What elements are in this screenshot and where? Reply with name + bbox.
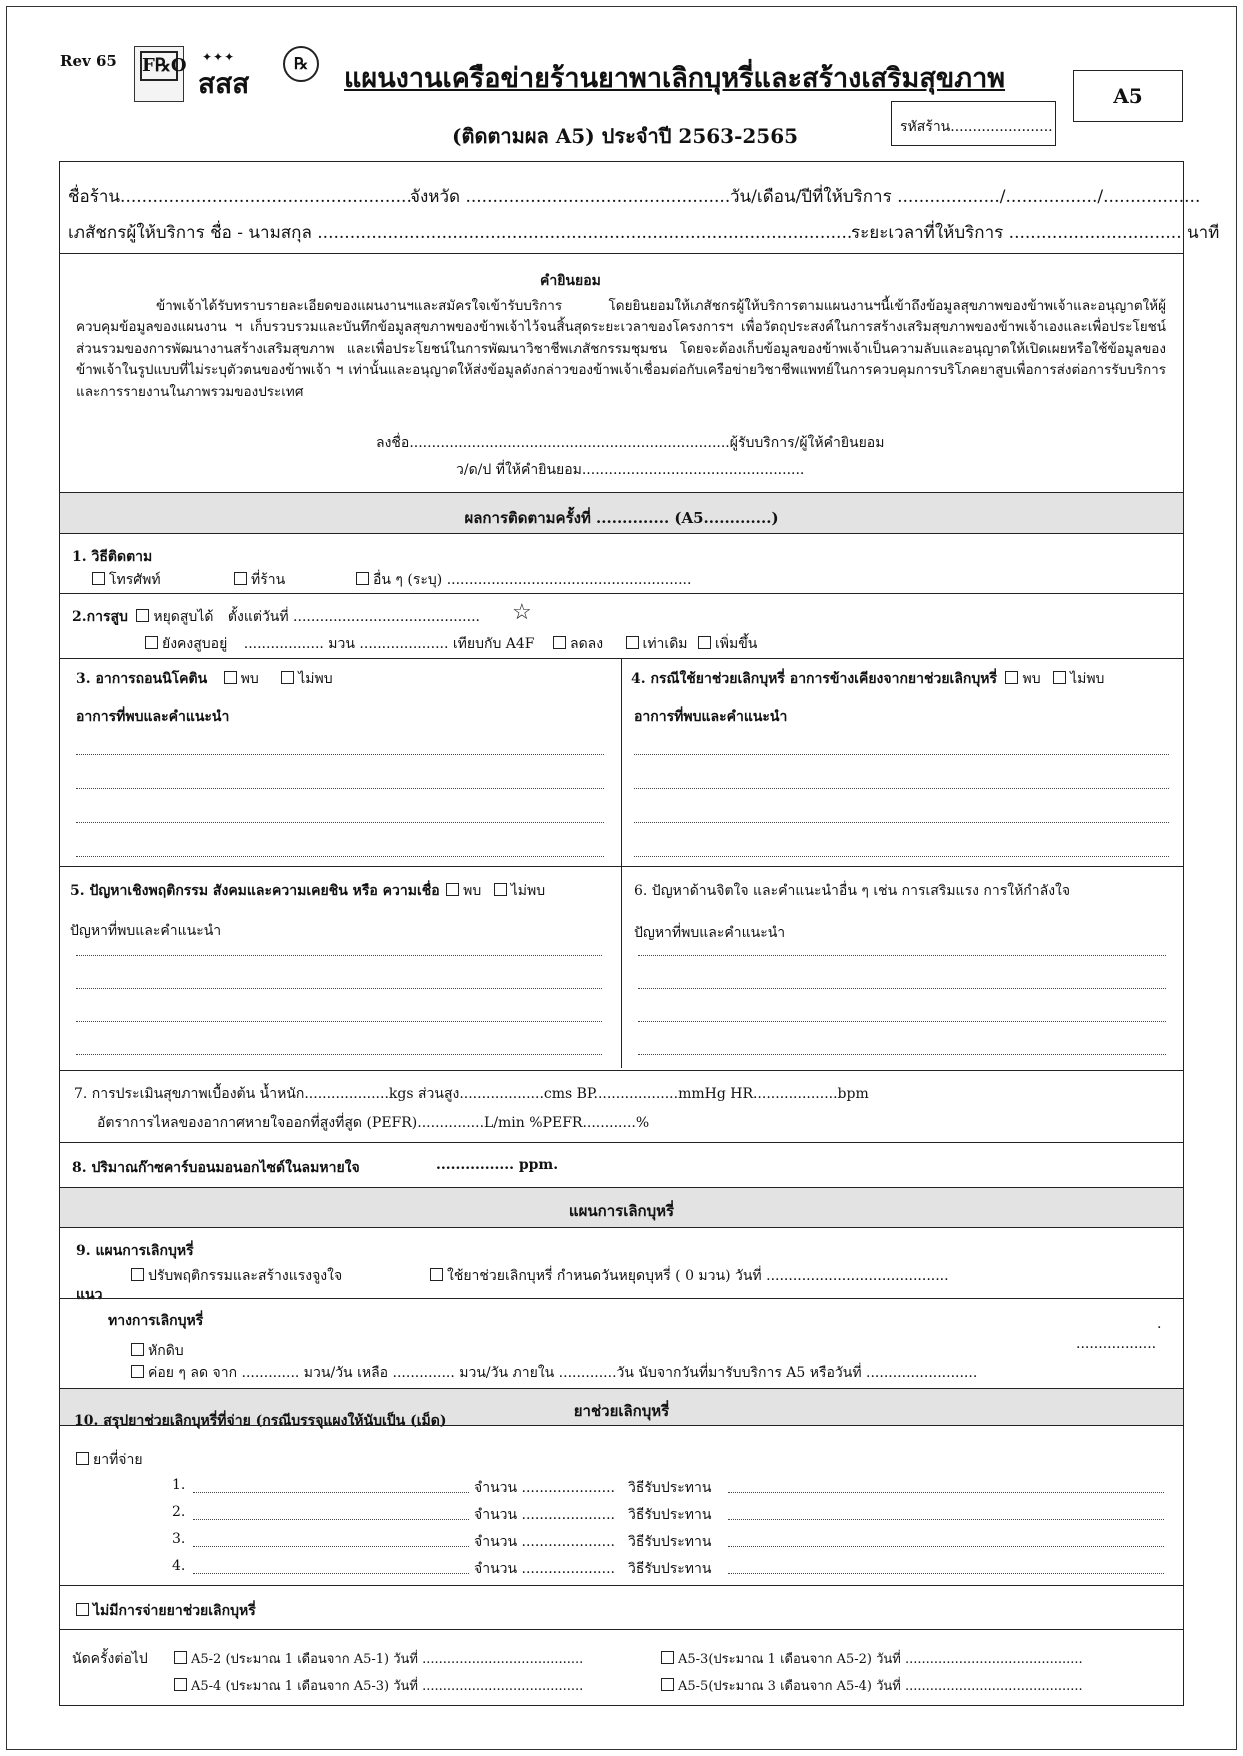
- s6-title: 6. ปัญหาด้านจิตใจ และคำแนะนำอื่น ๆ เช่น การเสริมแรง การให้กำลังใจ: [634, 883, 1071, 899]
- checkbox[interactable]: [446, 883, 459, 896]
- s1-option-phone-label: โทรศัพท์: [109, 572, 161, 588]
- s9-cold-turkey[interactable]: [131, 1340, 184, 1362]
- appointment-label: นัดครั้งต่อไป: [72, 1651, 148, 1667]
- star-icon: ☆: [512, 600, 532, 625]
- checkbox[interactable]: [661, 1678, 674, 1691]
- s3-answer-line[interactable]: [76, 856, 604, 857]
- s4-answer-line[interactable]: [634, 788, 1169, 789]
- s10-drug-name-field[interactable]: [193, 1573, 469, 1574]
- appointment-a5-2[interactable]: [174, 1648, 583, 1669]
- s10-qty-field[interactable]: จำนวน .....................: [474, 1561, 615, 1577]
- s7-pefr-fields[interactable]: อัตราการไหลของอากาศหายใจออกที่สูงที่สูด (PEFR)...............L/min %PEFR............%: [97, 1115, 650, 1131]
- s3-title: 3. อาการถอนนิโคติน: [76, 671, 208, 687]
- divider: [59, 1070, 1184, 1071]
- s5-answer-line[interactable]: [76, 955, 602, 956]
- s6-answer-line[interactable]: [638, 1021, 1166, 1022]
- appointment-a5-4-label: A5-4 (ประมาณ 1 เดือนจาก A5-3) วันที่ .......................................: [191, 1679, 584, 1694]
- appointment-a5-2-label: A5-2 (ประมาณ 1 เดือนจาก A5-1) วันที่ .......................................: [191, 1652, 584, 1667]
- thai-health-logo: [198, 46, 264, 102]
- s10-qty-field[interactable]: จำนวน .....................: [474, 1534, 615, 1550]
- s10-none-label: ไม่มีการจ่ายยาช่วยเลิกบุหรี่: [93, 1603, 256, 1619]
- s10-row-number: 2.: [172, 1504, 186, 1520]
- s10-qty-field[interactable]: จำนวน .....................: [474, 1480, 615, 1496]
- consent-date-field[interactable]: ว/ด/ป ที่ให้คำยินยอม..................................................: [456, 462, 805, 478]
- s2-row2: [145, 633, 757, 655]
- s7-vitals-fields[interactable]: 7. การประเมินสุขภาพเบื้องต้น น้ำหนัก...................kgs ส่วนสูง...................cms BP...................mmHg HR...................bpm: [74, 1086, 869, 1102]
- s10-row-number: 4.: [172, 1558, 186, 1574]
- s5-answer-line[interactable]: [76, 988, 602, 989]
- s4-found-label: พบ: [1022, 671, 1041, 687]
- s10-how-field[interactable]: [728, 1573, 1164, 1574]
- s2-increase-label: เพิ่มขึ้น: [714, 636, 758, 652]
- s10-how-field[interactable]: [728, 1492, 1164, 1493]
- checkbox[interactable]: [626, 636, 639, 649]
- divider: [59, 1585, 1184, 1586]
- s8-co-value-field[interactable]: ................ ppm.: [436, 1157, 559, 1173]
- s2-since-field[interactable]: ตั้งแต่วันที่ ..........................................: [227, 609, 480, 625]
- s1-option-other-label: อื่น ๆ (ระบุ) .......................................................: [373, 572, 692, 588]
- appointment-a5-3[interactable]: [661, 1648, 1083, 1669]
- checkbox[interactable]: [356, 572, 369, 585]
- checkbox[interactable]: [1005, 671, 1018, 684]
- s5-title: 5. ปัญหาเชิงพฤติกรรม สังคมและความเคยชิน หรือ ความเชื่อ: [70, 883, 440, 899]
- s1-option-phone[interactable]: [92, 569, 161, 591]
- s6-answer-line[interactable]: [638, 955, 1166, 956]
- divider: [59, 866, 1184, 867]
- s1-title: 1. วิธีติดตาม: [72, 549, 153, 565]
- checkbox[interactable]: [1053, 671, 1066, 684]
- checkbox[interactable]: [131, 1365, 144, 1378]
- s10-row-number: 1.: [172, 1477, 186, 1493]
- s10-drug-name-field[interactable]: [193, 1519, 469, 1520]
- s2-same-label: เท่าเดิม: [642, 636, 688, 652]
- s10-qty-field[interactable]: จำนวน .....................: [474, 1507, 615, 1523]
- form-title: แผนงานเครือข่ายร้านยาพาเลิกบุหรี่และสร้างเสริมสุขภาพ: [344, 63, 1006, 94]
- s3-not-found-label: ไม่พบ: [298, 671, 333, 687]
- column-divider: [621, 658, 622, 1068]
- pharmacy-council-logo: [276, 46, 326, 102]
- stars-icon: ✦✦✦: [202, 50, 236, 64]
- s5-not-found-label: ไม่พบ: [510, 883, 546, 899]
- s4-answer-line[interactable]: [634, 856, 1169, 857]
- s9-trailing-period: .: [1157, 1316, 1162, 1332]
- s9-option-medication[interactable]: [430, 1265, 949, 1287]
- appointment-a5-4[interactable]: [174, 1675, 583, 1696]
- checkbox[interactable]: [234, 572, 247, 585]
- appointment-a5-3-label: A5-3(ประมาณ 1 เดือนจาก A5-2) วันที่ ...........................................: [678, 1652, 1083, 1667]
- s9-gradual-label: ค่อย ๆ ลด จาก ............. มวน/วัน เหลือ .............. มวน/วัน ภายใน .............วัน นับจากวันที่มารับบริการ A5 หรือวันที่ .........................: [148, 1365, 978, 1381]
- service-date-field[interactable]: วัน/เดือน/ปีที่ให้บริการ .................../................./..................: [730, 187, 1201, 207]
- s3-header: [76, 668, 333, 690]
- pharmacist-name-field[interactable]: เภสัชกรผู้ให้บริการ ชื่อ - นามสกุล ...................................................................................................: [68, 223, 853, 243]
- s10-dispensed-label: ยาที่จ่าย: [93, 1452, 143, 1468]
- checkbox[interactable]: [281, 671, 294, 684]
- s10-none[interactable]: [76, 1600, 256, 1622]
- divider: [59, 1142, 1184, 1143]
- consent-heading: คำยินยอม: [540, 273, 601, 289]
- s10-how-label: วิธีรับประทาน: [628, 1507, 712, 1523]
- s4-subtitle: อาการที่พบและคำแนะนำ: [634, 709, 788, 725]
- s1-option-store-label: ที่ร้าน: [251, 572, 286, 588]
- s2-title: 2.การสูบ: [72, 609, 128, 625]
- s5-answer-line[interactable]: [76, 1021, 602, 1022]
- s3-answer-line[interactable]: [76, 754, 604, 755]
- divider: [59, 1629, 1184, 1630]
- s9-cold-turkey-label: หักดิบ: [148, 1343, 184, 1359]
- plan-header: แผนการเลิกบุหรี่: [568, 1202, 675, 1220]
- revision-label: Rev 65: [60, 52, 117, 70]
- s3-answer-line[interactable]: [76, 822, 604, 823]
- s10-row-number: 3.: [172, 1531, 186, 1547]
- s9-option-behavior-label: ปรับพฤติกรรมและสร้างแรงจูงใจ: [148, 1268, 343, 1284]
- s9-approach-title: ทางการเลิกบุหรี่: [108, 1313, 204, 1329]
- checkbox[interactable]: [131, 1343, 144, 1356]
- s2-amount-field[interactable]: .................. มวน .................... เทียบกับ A4F: [243, 636, 535, 652]
- checkbox[interactable]: [136, 609, 149, 622]
- s4-answer-line[interactable]: [634, 822, 1169, 823]
- checkbox[interactable]: [698, 636, 711, 649]
- province-field[interactable]: จังหวัด .................................................: [410, 187, 731, 207]
- divider: [59, 492, 1184, 493]
- s3-answer-line[interactable]: [76, 788, 604, 789]
- s6-subtitle: ปัญหาที่พบและคำแนะนำ: [634, 925, 786, 941]
- s5-answer-line[interactable]: [76, 1054, 602, 1055]
- s10-how-label: วิธีรับประทาน: [628, 1534, 712, 1550]
- checkbox[interactable]: [430, 1268, 443, 1281]
- s9-title: 9. แผนการเลิกบุหรี่: [76, 1243, 194, 1259]
- divider: [59, 1298, 1184, 1299]
- s10-how-label: วิธีรับประทาน: [628, 1480, 712, 1496]
- divider: [59, 593, 1184, 594]
- appointment-a5-5[interactable]: [661, 1675, 1083, 1696]
- fxo-logo: [134, 46, 187, 102]
- s9-option-medication-label: ใช้ยาช่วยเลิกบุหรี่ กำหนดวันหยุดบุหรี่ ( 0 มวน) วันที่ .........................................: [447, 1268, 949, 1284]
- s4-header: [631, 668, 1104, 690]
- consent-signature-field[interactable]: ลงชื่อ........................................................................ผู้รับบริการ/ผู้ให้คำยินยอม: [376, 435, 885, 451]
- s3-subtitle: อาการที่พบและคำแนะนำ: [76, 709, 230, 725]
- s10-drug-name-field[interactable]: [193, 1492, 469, 1493]
- checkbox[interactable]: [145, 636, 158, 649]
- s10-how-field[interactable]: [728, 1546, 1164, 1547]
- checkbox[interactable]: [76, 1452, 89, 1465]
- checkbox[interactable]: [131, 1268, 144, 1281]
- s5-subtitle: ปัญหาที่พบและคำแนะนำ: [70, 923, 222, 939]
- form-code-badge: A5: [1073, 70, 1183, 122]
- s2-decrease-label: ลดลง: [569, 636, 604, 652]
- consent-text: ข้าพเจ้าได้รับทราบรายละเอียดของแผนงานฯและสมัครใจเข้ารับบริการ โดยยินยอมให้เภสัชกรผู้ให้บริการตามแผนงานฯนี้เข้าถึงข้อมูลสุขภาพของข้าพเจ้าและอนุญาตให้ผู้ควบคุมข้อมูลของแผนงาน ฯ เก็บรวบรวมและบันทึกข้อมูลสุขภาพของข้าพเจ้าไว้จนสิ้นสุดระยะเวลาของโครงการฯ เพื่อวัตถุประสงค์ในการสร้างเสริมสุขภาพของข้าพเจ้าเองและเพื่อประโยชน์ส่วนรวมของการพัฒนางานสร้างเสริมสุขภาพ และเพื่อประโยชน์ในการพัฒนาวิชาชีพเภสัชกรรมชุมชน โดยจะต้องเก็บข้อมูลของข้าพเจ้าเป็นความลับและอนุญาตให้เปิดเผยหรือใช้ข้อมูลของข้าพเจ้าในรูปแบบที่ไม่ระบุตัวตนของข้าพเจ้า ฯ เท่านั้นและอนุญาตให้ส่งข้อมูลดังกล่าวของข้าพเจ้าเชื่อมต่อกับเครือข่ายวิชาชีพแพทย์ในการควบคุมการบริโภคยาสูบเพื่อการส่งต่อการรับบริการและการรายงานในภาพรวมของประเทศ: [76, 298, 1166, 400]
- s10-dispensed[interactable]: [76, 1449, 143, 1471]
- s5-header: [70, 880, 545, 902]
- s10-how-label: วิธีรับประทาน: [628, 1561, 712, 1577]
- s6-answer-line[interactable]: [638, 988, 1166, 989]
- s9-trailing-field[interactable]: ..................: [1076, 1336, 1157, 1352]
- s8-label: 8. ปริมาณก๊าซคาร์บอนมอนอกไซด์ในลมหายใจ: [72, 1160, 360, 1176]
- store-name-field[interactable]: ชื่อร้าน......................................................: [68, 187, 412, 207]
- s9-approach-prefix: แนว: [76, 1287, 103, 1303]
- checkbox[interactable]: [661, 1651, 674, 1664]
- checkbox[interactable]: [224, 671, 237, 684]
- s1-option-store[interactable]: [234, 569, 285, 591]
- checkbox[interactable]: [92, 572, 105, 585]
- service-duration-field[interactable]: ระยะเวลาที่ให้บริการ ................................ นาที: [851, 223, 1220, 243]
- checkbox[interactable]: [174, 1678, 187, 1691]
- s2-quit-label: หยุดสูบได้: [153, 609, 214, 625]
- fxo-logo-mark: F℞O: [140, 51, 178, 81]
- s1-option-other[interactable]: [356, 569, 691, 591]
- s6-answer-line[interactable]: [638, 1054, 1166, 1055]
- divider: [59, 253, 1184, 254]
- form-subtitle: (ติดตามผล A5) ประจำปี 2563-2565: [452, 124, 799, 148]
- followup-header: ผลการติดตามครั้งที่ .............. (A5.............): [464, 509, 779, 527]
- s4-not-found-label: ไม่พบ: [1070, 671, 1105, 687]
- s10-drug-name-field[interactable]: [193, 1546, 469, 1547]
- s9-gradual[interactable]: [131, 1362, 977, 1384]
- s2-still-label: ยังคงสูบอยู่: [162, 636, 228, 652]
- s3-found-label: พบ: [240, 671, 259, 687]
- s4-answer-line[interactable]: [634, 754, 1169, 755]
- s10-title: 10. สรุปยาช่วยเลิกบุหรี่ที่จ่าย (กรณีบรรจุแผงให้นับเป็น (เม็ด): [74, 1413, 447, 1429]
- appointment-a5-5-label: A5-5(ประมาณ 3 เดือนจาก A5-4) วันที่ ...........................................: [678, 1679, 1083, 1694]
- pharmacy-council-logo-mark: ℞: [283, 46, 319, 82]
- s4-title: 4. กรณีใช้ยาช่วยเลิกบุหรี่ อาการข้างเคียงจากยาช่วยเลิกบุหรี่: [631, 671, 998, 687]
- divider: [59, 533, 1184, 534]
- s5-found-label: พบ: [463, 883, 482, 899]
- checkbox[interactable]: [494, 883, 507, 896]
- consent-body: [76, 296, 1166, 403]
- meds-header: ยาช่วยเลิกบุหรี่: [573, 1402, 670, 1420]
- store-code-field[interactable]: รหัสร้าน.......................: [891, 101, 1056, 146]
- checkbox[interactable]: [174, 1651, 187, 1664]
- s9-option-behavior[interactable]: [131, 1265, 342, 1287]
- checkbox[interactable]: [76, 1603, 89, 1616]
- thai-health-logo-mark: สสส: [198, 67, 250, 100]
- divider: [59, 1227, 1184, 1228]
- s10-how-field[interactable]: [728, 1519, 1164, 1520]
- s2-row1: [72, 606, 480, 628]
- divider: [59, 1425, 1184, 1426]
- checkbox[interactable]: [553, 636, 566, 649]
